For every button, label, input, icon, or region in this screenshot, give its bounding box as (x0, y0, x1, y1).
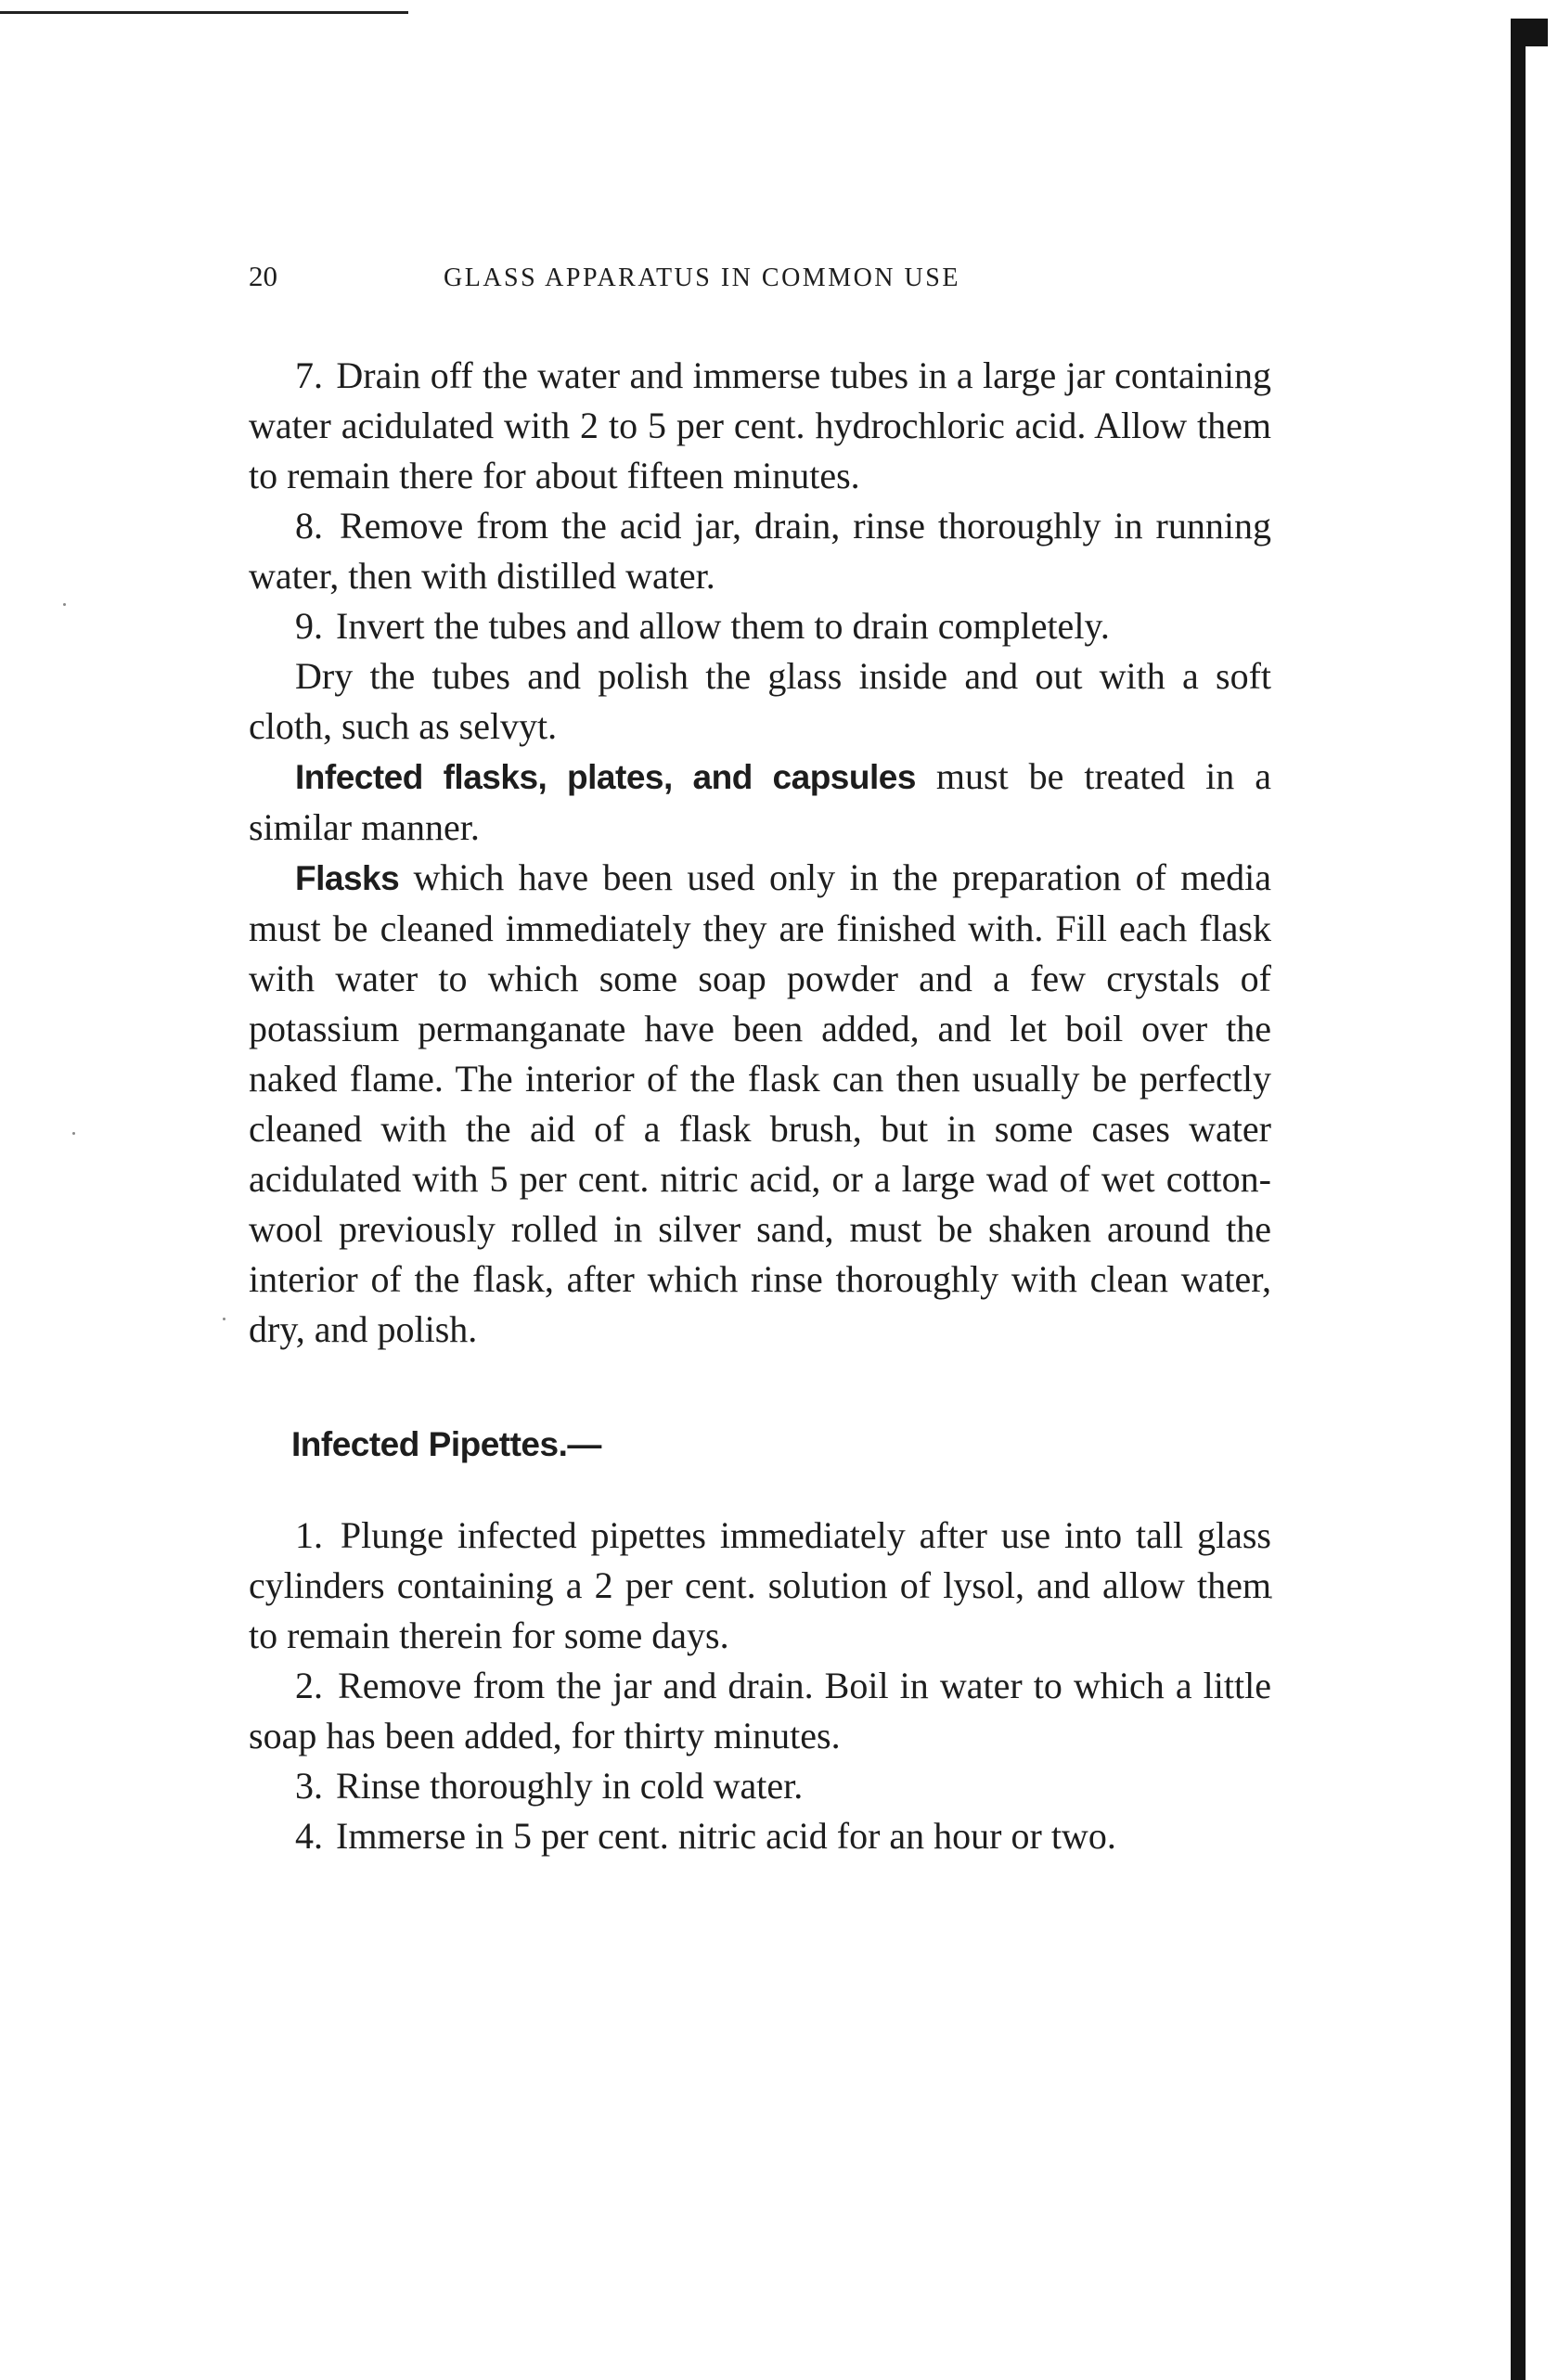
paper-speck (72, 1132, 75, 1135)
step-number: 4. (295, 1815, 323, 1857)
flasks-text: which have been used only in the preparation of media must be cleaned immediately they are finished with. Fill each flask with water to which some soap powder and a few crystals of potassium permanganate have been added, and let boil over the naked flame. The interior of the flask can then usually be perfectly cleaned with the aid of a flask brush, but in some cases water acidulated with 5 per cent. nitric acid, or a large wad of wet cotton-wool previously rolled in silver sand, must be shaken around the interior of the flask, after which rinse thoroughly with clean water, dry, and polish. (249, 856, 1271, 1350)
step-number: 3. (295, 1765, 323, 1807)
book-spine-cap (1511, 19, 1548, 46)
step-8 (249, 501, 1271, 601)
step-text: Invert the tubes and allow them to drain completely. (336, 605, 1110, 647)
pipette-step-3 (249, 1761, 1271, 1811)
step-text: Remove from the jar and drain. Boil in water to which a little soap has been added, for thirty minutes. (249, 1665, 1272, 1756)
section-heading: Infected Pipettes.— (291, 1425, 601, 1463)
step-7 (249, 351, 1271, 501)
paper-speck (223, 1318, 225, 1320)
pipette-step-2 (249, 1661, 1271, 1761)
step-number: 9. (295, 605, 323, 647)
step-text: Immerse in 5 per cent. nitric acid for an hour or two. (336, 1815, 1116, 1857)
flasks-term: Flasks (295, 859, 400, 897)
book-page (249, 260, 1271, 1861)
step-text: Rinse thoroughly in cold water. (336, 1765, 804, 1807)
dry-paragraph: Dry the tubes and polish the glass inside and out with a soft cloth, such as selvyt. (249, 655, 1271, 747)
step-number: 1. (295, 1514, 323, 1556)
paper-speck (63, 603, 66, 606)
page-number: 20 (249, 260, 277, 292)
running-title: GLASS APPARATUS IN COMMON USE (444, 264, 960, 292)
running-head (249, 260, 1271, 306)
step-text: Drain off the water and immerse tubes in a large jar containing water acidulated with 2 to 5 per cent. hydrochloric acid. Allow them to remain there for about fifteen minutes. (249, 354, 1271, 496)
book-spine-edge (1511, 19, 1526, 2380)
top-rule (0, 11, 408, 14)
infected-flasks-paragraph (249, 752, 1271, 853)
step-number: 2. (295, 1665, 323, 1706)
step-text: Remove from the acid jar, drain, rinse thoroughly in running water, then with distilled water. (249, 505, 1271, 597)
step-number: 7. (295, 354, 323, 396)
step-text: Plunge infected pipettes immediately after use into tall glass cylinders containing a 2 per cent. solution of lysol, and allow them to remain therein for some days. (249, 1514, 1271, 1656)
flasks-paragraph (249, 853, 1271, 1355)
step-9 (249, 601, 1271, 651)
pipette-step-1 (249, 1511, 1271, 1661)
pipette-step-4 (249, 1811, 1271, 1861)
infected-flasks-term: Infected flasks, plates, and capsules (295, 758, 916, 796)
infected-flasks-text: must be treated in a similar manner. (249, 755, 1271, 848)
step-number: 8. (295, 505, 323, 547)
